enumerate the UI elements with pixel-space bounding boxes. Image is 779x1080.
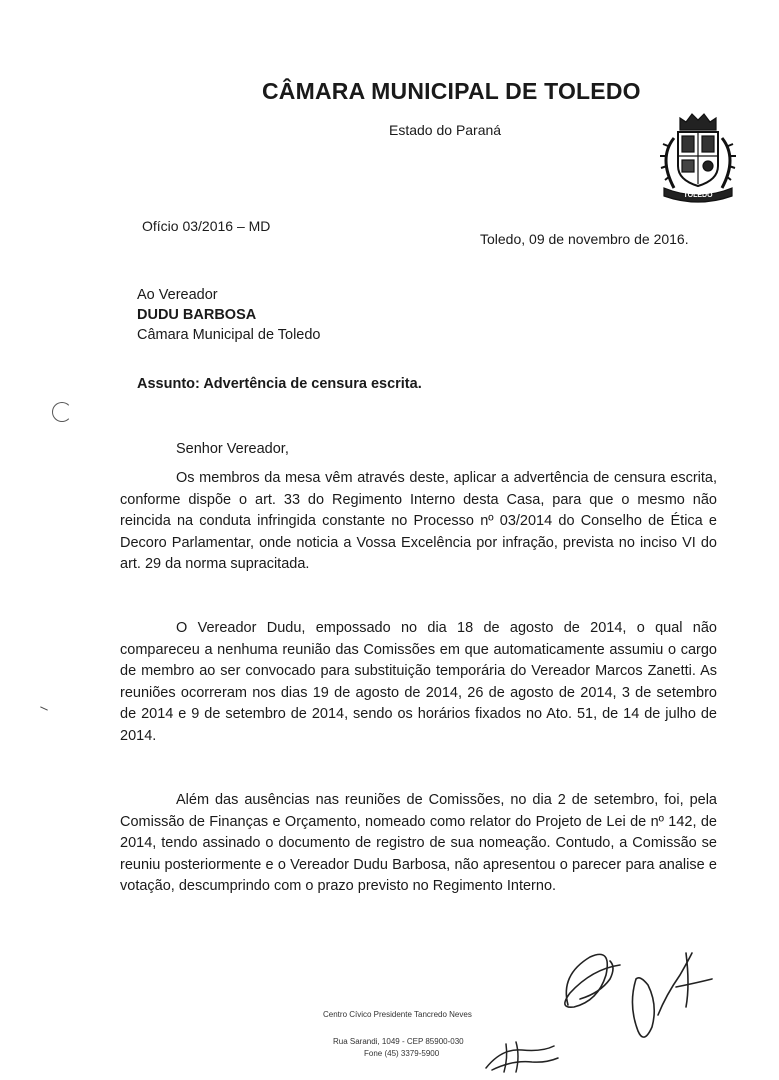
handwritten-signature [540, 935, 740, 1045]
body-paragraph: O Vereador Dudu, empossado no dia 18 de agosto de 2014, o qual não compareceu a nenhuma reunião das Comissões em que automaticamente assumiu o cargo de membro ao ser convocado para substituição temporária do Vereador Marcos Zanetti. As reuniões ocorreram nos dias 19 de agosto de 2014, 26 de agosto de 2014, 3 de setembro de 2014 e 9 de setembro de 2014, sendo os horários fixados no Ato. 51, de 14 de julho de 2014. [120, 620, 717, 744]
recipient-block [137, 285, 321, 345]
office-reference: Ofício 03/2016 – MD [142, 218, 271, 234]
recipient-institution: Câmara Municipal de Toledo [137, 327, 321, 343]
handwritten-signature [482, 1038, 562, 1076]
document-title: CÂMARA MUNICIPAL DE TOLEDO [262, 78, 641, 104]
body-paragraph: Além das ausências nas reuniões de Comissões, no dia 2 de setembro, foi, pela Comissão de Finanças e Orçamento, nomeado como relator do Projeto de Lei de nº 142, de 2014, tendo assinado o documento de registro de sua nomeação. Contudo, a Comissão se reuniu posteriormente e o Vereador Dudu Barbosa, não apresentou o parecer para analise e votação, descumprindo com o prazo previsto no Regimento Interno. [120, 792, 717, 894]
seal-ribbon-text: TOLEDO [683, 192, 713, 199]
footer-phone: Fone (45) 3379-5900 [364, 1049, 440, 1058]
punch-hole-mark [52, 402, 72, 422]
recipient-name: DUDU BARBOSA [137, 307, 257, 323]
recipient-salutation: Ao Vereador [137, 287, 218, 303]
footer-civic-center: Centro Cívico Presidente Tancredo Neves [323, 1010, 472, 1019]
date-line: Toledo, 09 de novembro de 2016. [480, 231, 689, 247]
footer-address: Rua Sarandi, 1049 - CEP 85900-030 [333, 1037, 464, 1046]
margin-mark [40, 706, 48, 710]
state-subtitle: Estado do Paraná [389, 122, 502, 138]
body-paragraph: Os membros da mesa vêm através deste, aplicar a advertência de censura escrita, conforme dispõe o art. 33 do Regimento Interno desta Casa, para que o mesmo não reincida na conduta infringida constante no Processo nº 03/2014 do Conselho de Ética e Decoro Parlamentar, onde noticia a Vossa Excelência por infração, prevista no inciso VI do art. 29 da norma supracitada. [120, 470, 717, 572]
greeting: Senhor Vereador, [176, 441, 289, 457]
municipal-coat-of-arms-icon [652, 108, 744, 204]
subject-line: Assunto: Advertência de censura escrita. [137, 376, 422, 392]
